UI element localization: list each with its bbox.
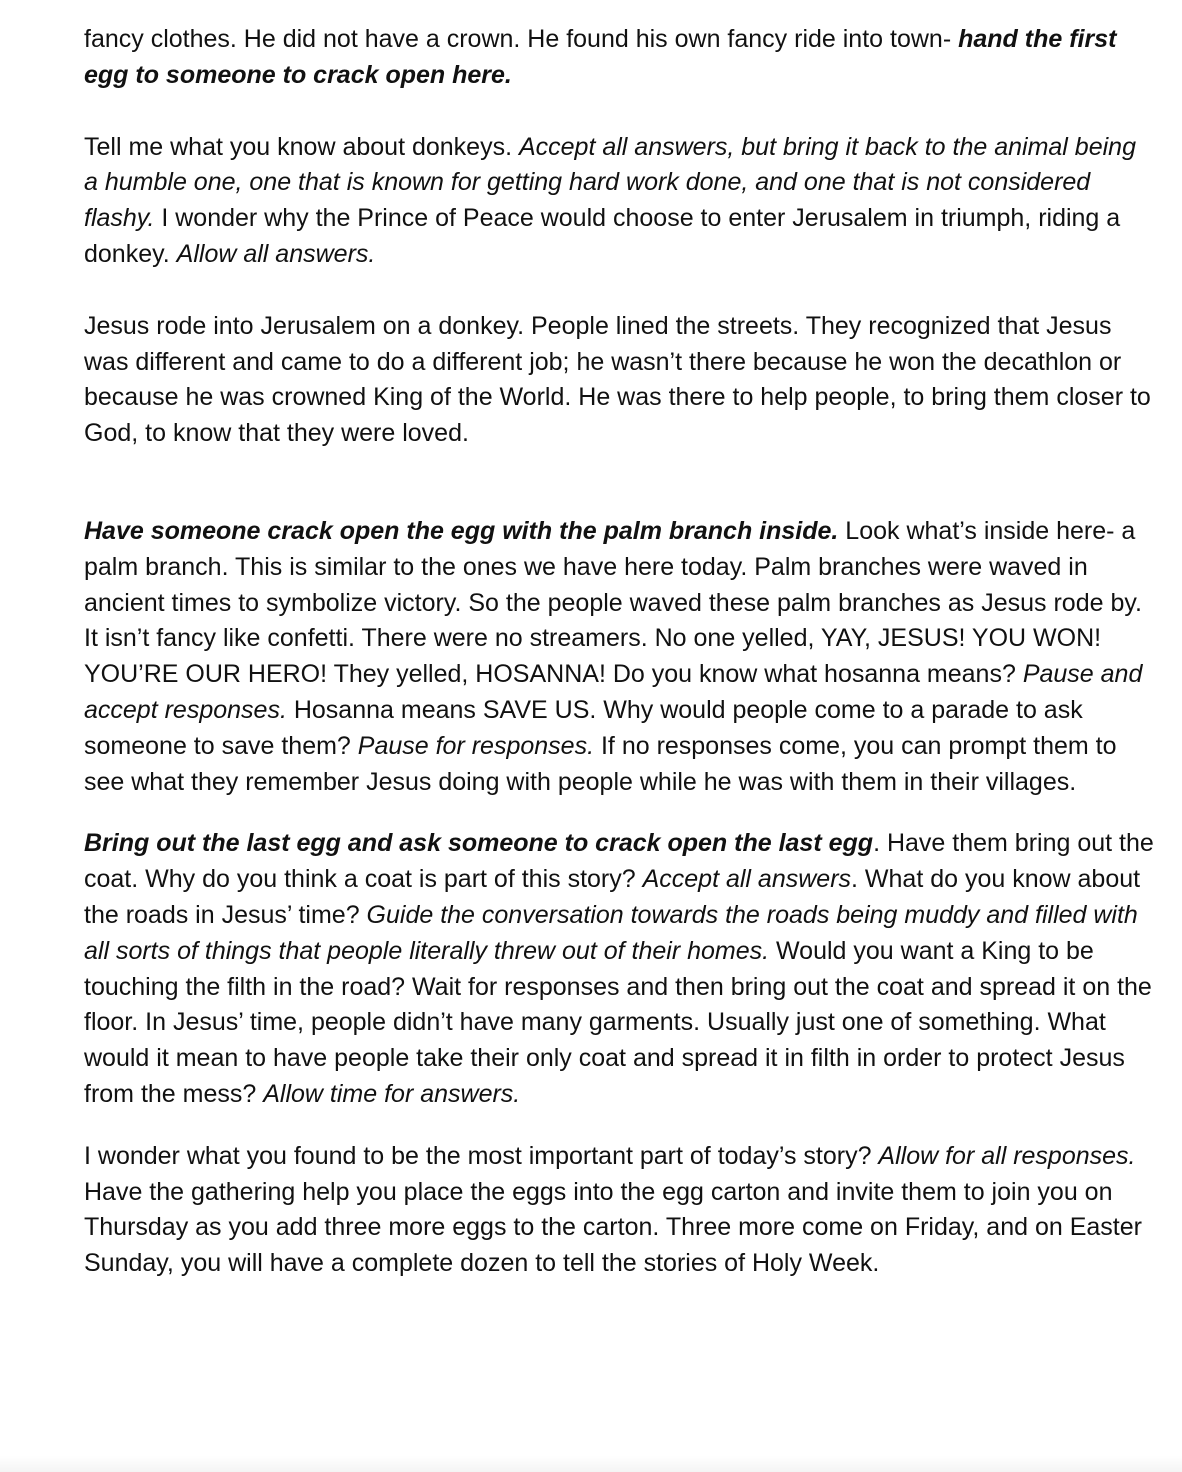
text-run-italic: Accept all answers, but bring it back to the animal being a humble one, one that is known for getting hard work done, and one that is not considered flashy.: [84, 132, 1136, 233]
text-run-normal: Jesus rode into Jerusalem on a donkey. People lined the streets. They recognized that Jesus was different and came to do a different job; he wasn’t there because he won the decathlon or because he was crowned King of the World. He was there to help people, to bring them closer to God, to know that they were loved.: [84, 311, 1151, 448]
text-run-normal: I wonder why the Prince of Peace would choose to enter Jerusalem in triumph, riding a donkey.: [84, 204, 1121, 268]
text-run-bold-italic: Bring out the last egg and ask someone to crack open the last egg: [84, 829, 874, 858]
text-run-normal: . What do you know about the roads in Jesus’ time?: [84, 865, 1141, 929]
text-run-italic: Allow for all responses.: [878, 1141, 1136, 1170]
text-run-normal: Hosanna means SAVE US. Why would people come to a parade to ask someone to save them?: [84, 695, 1083, 760]
text-run-normal: Tell me what you know about donkeys.: [84, 132, 519, 161]
paragraph-2: [84, 130, 1154, 273]
paragraph-6: [84, 1139, 1154, 1282]
text-run-bold-italic: Have someone crack open the egg with the palm branch inside.: [84, 516, 839, 545]
paragraph-5: [84, 826, 1154, 1112]
paragraph-3: [84, 309, 1154, 452]
text-run-normal: . Have them bring out the coat. Why do you think a coat is part of this story?: [84, 829, 1154, 894]
text-run-bold-italic: hand the first egg to someone to crack open here.: [84, 25, 1117, 89]
text-run-normal: I wonder what you found to be the most important part of today’s story?: [84, 1141, 879, 1170]
paragraph-4: [84, 514, 1154, 800]
text-run-italic: Accept all answers: [642, 865, 852, 894]
text-run-normal: Would you want a King to be touching the filth in the road? Wait for responses and then bring out the coat and spread it on the floor. In Jesus’ time, people didn’t have many garments. Usually just one of something. What would it mean to have people take their only coat and spread it in filth in order to protect Jesus from the mess?: [84, 936, 1152, 1108]
text-run-italic: Pause for responses.: [357, 731, 595, 760]
text-run-normal: If no responses come, you can prompt them to see what they remember Jesus doing with people while he was with them in their villages.: [84, 731, 1117, 796]
text-run-italic: Allow time for answers.: [263, 1079, 521, 1108]
text-run-italic: Guide the conversation towards the roads being muddy and filled with all sorts of things that people literally threw out of their homes.: [84, 900, 1138, 965]
text-run-normal: Have the gathering help you place the eggs into the egg carton and invite them to join you on Thursday as you add three more eggs to the carton. Three more come on Friday, and on Easter Sunday, you will have a complete dozen to tell the stories of Holy Week.: [84, 1177, 1142, 1278]
text-run-italic: Allow all answers.: [176, 239, 376, 268]
page-bottom-edge: [0, 1456, 1182, 1472]
text-run-italic: Pause and accept responses.: [84, 660, 1143, 724]
paragraph-1: [84, 22, 1154, 94]
text-run-normal: Look what’s inside here- a palm branch. This is similar to the ones we have here today. Palm branches were waved in ancient times to symbolize victory. So the people waved these palm branches as Jesus rode by. It isn’t fancy like confetti. There were no streamers. No one yelled, YAY, JESUS! YOU WON! YOU’RE OUR HERO! They yelled, HOSANNA! Do you know what hosanna means?: [84, 516, 1142, 689]
text-run-normal: fancy clothes. He did not have a crown. He found his own fancy ride into town-: [84, 25, 959, 53]
document-page: [84, 22, 1154, 1282]
